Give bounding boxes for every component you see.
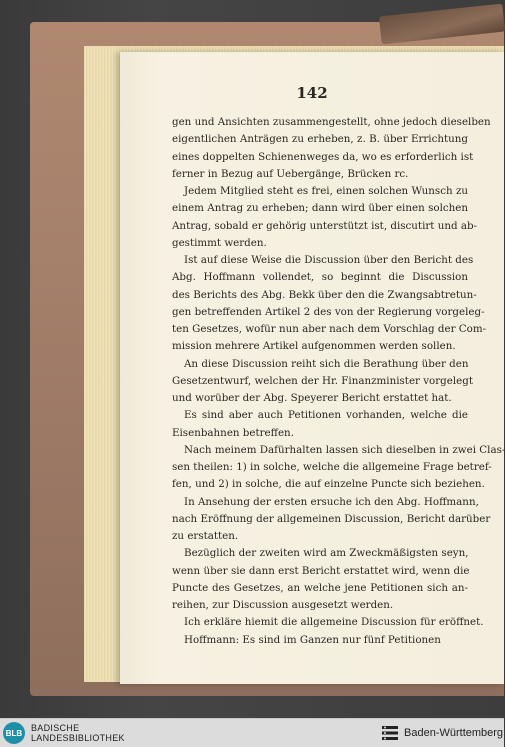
text-line: nach Eröffnung der allgemeinen Discussion, Bericht darüber: [172, 512, 491, 525]
text-line: eines doppelten Schienenweges da, wo es erforderlich ist: [172, 150, 474, 163]
text-line: wenn über sie dann erst Bericht erstattet wird, wenn die: [172, 564, 470, 577]
text-line: reihen, zur Discussion ausgesetzt werden.: [172, 599, 394, 611]
library-name[interactable]: [31, 723, 125, 743]
bw-lions-emblem-icon: [381, 724, 399, 742]
page-number: 142: [296, 84, 328, 102]
library-name-line1: BADISCHE: [31, 723, 80, 733]
text-line: In Ansehung der ersten ersuche ich den Abg. Hoffmann,: [184, 495, 479, 508]
text-line: Bezüglich der zweiten wird am Zweckmäßigsten seyn,: [184, 547, 469, 560]
library-name-line2: LANDESBIBLIOTHEK: [31, 733, 125, 743]
text-line: zu erstatten.: [172, 530, 239, 542]
text-line: Gesetzentwurf, welchen der Hr. Finanzminister vorgelegt: [172, 374, 473, 387]
page-text: [172, 114, 505, 649]
text-line: Hoffmann: Es sind im Ganzen nur fünf Petitionen: [184, 633, 441, 646]
footer-bar: [0, 718, 504, 747]
text-line: mission mehrere Artikel aufgenommen werden sollen.: [172, 340, 456, 353]
text-line: sen theilen: 1) in solche, welche die allgemeine Frage betref-: [172, 461, 492, 473]
state-name[interactable]: Baden-Württemberg: [404, 727, 504, 739]
text-line: Ich erkläre hiemit die allgemeine Discussion für eröffnet.: [184, 616, 484, 629]
text-line: einem Antrag zu erheben; dann wird über einen solchen: [172, 202, 468, 215]
text-line: Ist auf diese Weise die Discussion über den Bericht des: [184, 254, 474, 266]
text-line: gestimmt werden.: [172, 236, 267, 249]
text-line: Nach meinem Dafürhalten lassen sich dieselben in zwei Clas-: [184, 443, 505, 456]
text-line: eigentlichen Anträgen zu erheben, z. B. über Errichtung: [172, 133, 468, 146]
text-line: Puncte des Gesetzes, an welche jene Petitionen sich an-: [172, 581, 468, 594]
text-line: Es sind aber auch Petitionen vorhanden, welche die: [184, 409, 468, 422]
text-line: An diese Discussion reiht sich die Berathung über den: [184, 357, 469, 370]
book-page: [120, 52, 504, 684]
text-line: fen, und 2) in solche, die auf einzelne Puncte sich beziehen.: [172, 478, 485, 491]
text-line: und worüber der Abg. Speyerer Bericht erstattet hat.: [172, 392, 452, 404]
text-line: Eisenbahnen betreffen.: [172, 426, 294, 439]
text-line: ferner in Bezug auf Uebergänge, Brücken rc.: [172, 167, 409, 180]
text-line: Jedem Mitglied steht es frei, einen solchen Wunsch zu: [184, 185, 468, 197]
text-line: Antrag, sobald er gehörig unterstützt ist, discutirt und ab-: [172, 219, 478, 232]
text-line: gen betreffenden Artikel 2 des von der Regierung vorgeleg-: [172, 305, 485, 318]
text-line: gen und Ansichten zusammengestellt, ohne jedoch dieselben: [172, 116, 491, 128]
text-line: ten Gesetzes, wofür nun aber nach dem Vorschlag der Com-: [172, 323, 487, 335]
text-line: des Berichts des Abg. Bekk über den die Zwangsabtretun-: [172, 288, 477, 301]
blb-logo-icon[interactable]: BLB: [3, 722, 25, 744]
text-line: Abg. Hoffmann vollendet, so beginnt die Discussion: [172, 271, 468, 284]
